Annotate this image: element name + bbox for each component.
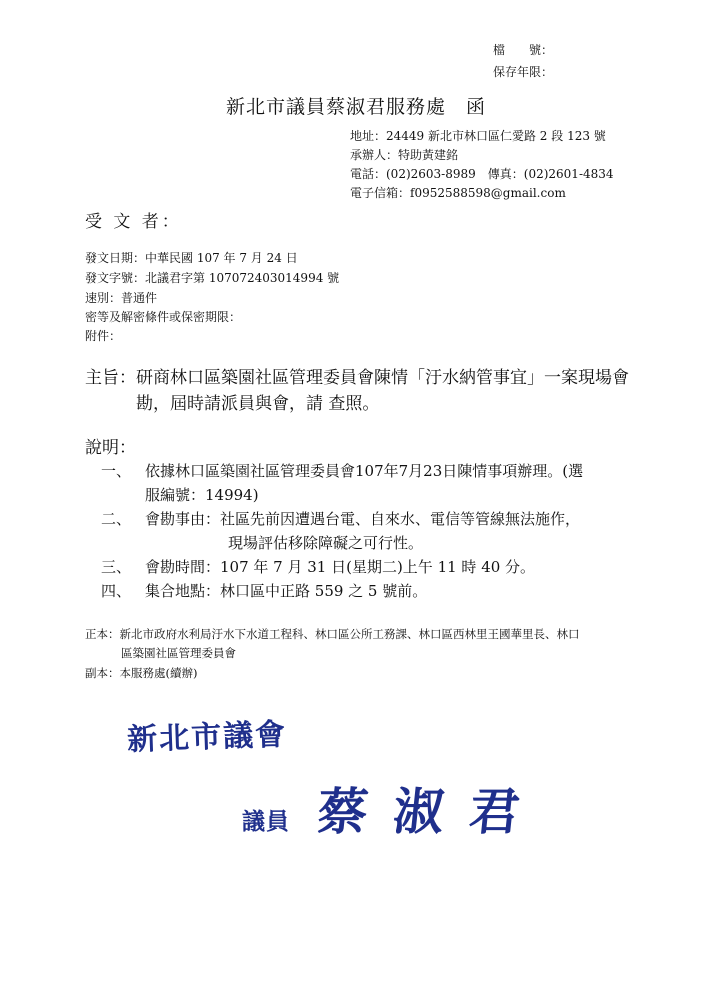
explanation-item-number: 一、 (101, 462, 132, 480)
explanation-label: 說明： (85, 438, 136, 458)
contact-address: 地址：24449 新北市林口區仁愛路 2 段 123 號 (350, 129, 606, 143)
recipient-label: 受 文 者： (85, 212, 182, 232)
primary-recipients: 正本：新北市政府水利局汙水下水道工程科、林口區公所工務課、林口區西林里王國華里長、林口 (85, 627, 580, 641)
security-level: 密等及解密條件或保密期限： (85, 310, 242, 324)
delivery-speed: 速別：普通件 (85, 291, 158, 305)
explanation-item-number: 四、 (101, 582, 132, 600)
explanation-item-text: 依據林口區築園社區管理委員會107年7月23日陳情事項辦理。(選 (145, 462, 584, 480)
explanation-item-number: 二、 (101, 510, 132, 528)
contact-handler: 承辦人：特助黃建銘 (350, 148, 459, 162)
subject-line-1: 主旨：研商林口區築園社區管理委員會陳情「汙水納管事宜」一案現場會 (85, 368, 629, 388)
issue-date: 發文日期：中華民國 107 年 7 月 24 日 (85, 251, 298, 265)
explanation-item-text: 會勘時間：107 年 7 月 31 日(星期二)上午 11 時 40 分。 (145, 558, 536, 576)
explanation-item-text: 集合地點：林口區中正路 559 之 5 號前。 (145, 582, 428, 600)
subject-line-2: 勘，屆時請派員與會，請 查照。 (136, 394, 380, 414)
copy-recipients: 副本：本服務處(續辦) (85, 666, 198, 680)
explanation-item-continuation: 服編號：14994) (145, 486, 259, 504)
contact-email: 電子信箱：f0952588598@gmail.com (350, 186, 566, 200)
primary-recipients-continuation: 區築園社區管理委員會 (121, 646, 236, 660)
file-number-label: 檔 號： (493, 43, 554, 57)
council-seal: 新北市議會 (126, 717, 288, 758)
attachment-label: 附件： (85, 329, 122, 343)
explanation-item-continuation: 現場評估移除障礙之可行性。 (228, 534, 424, 552)
document-number: 發文字號：北議君字第 107072403014994 號 (85, 271, 340, 285)
explanation-item-number: 三、 (101, 558, 132, 576)
document-title: 新北市議員蔡淑君服務處 函 (226, 96, 487, 118)
councilor-name-seal: 蔡淑君 (314, 782, 549, 841)
councilor-title-seal: 議員 (242, 808, 290, 835)
contact-phone-fax: 電話：(02)2603-8989 傳真：(02)2601-4834 (350, 167, 614, 181)
retention-period-label: 保存年限： (493, 65, 554, 79)
explanation-item-text: 會勘事由：社區先前因遭遇台電、自來水、電信等管線無法施作， (145, 510, 581, 528)
